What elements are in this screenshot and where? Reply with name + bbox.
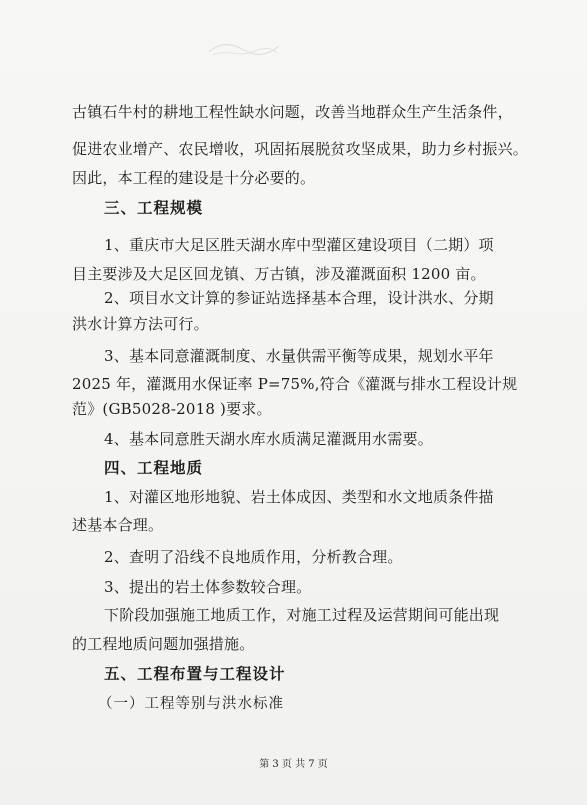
body-line: 促进农业增产、农民增收，巩固拓展脱贫攻坚成果，助力乡村振兴。 (72, 140, 529, 158)
body-line: 2、查明了沿线不良地质作用，分析教合理。 (104, 548, 403, 566)
body-line: 4、基本同意胜天湖水库水质满足灌溉用水需要。 (104, 430, 433, 448)
body-line: 洪水计算方法可行。 (72, 315, 209, 333)
section-heading-layout-design: 五、工程布置与工程设计 (104, 665, 286, 683)
body-line: 范》(GB5028-2018 )要求。 (72, 400, 272, 418)
section-heading-engineering-geology: 四、工程地质 (104, 459, 204, 477)
body-line: 2、项目水文计算的参证站选择基本合理，设计洪水、分期 (104, 289, 494, 307)
body-line: 述基本合理。 (72, 516, 164, 534)
body-line: 的工程地质问题加强措施。 (72, 635, 255, 653)
page-number-footer: 第 3 页 共 7 页 (259, 759, 328, 770)
body-line: 3、基本同意灌溉制度、水量供需平衡等成果，规划水平年 (104, 347, 494, 365)
body-line: 2025 年，灌溉用水保证率 P=75%,符合《灌溉与排水工程设计规 (72, 375, 518, 393)
subsection-heading-grade-flood-standard: （一）工程等别与洪水标准 (98, 696, 284, 712)
body-line: 1、对灌区地形地貌、岩土体成因、类型和水文地质条件描 (104, 488, 494, 506)
body-line: 因此，本工程的建设是十分必要的。 (72, 169, 316, 187)
section-heading-project-scale: 三、工程规模 (104, 199, 204, 217)
body-line: 古镇石牛村的耕地工程性缺水问题，改善当地群众生产生活条件， (72, 103, 513, 121)
faint-stamp-trace (205, 38, 283, 60)
body-line: 下阶段加强施工地质工作，对施工过程及运营期间可能出现 (104, 606, 500, 624)
body-line: 3、提出的岩土体参数较合理。 (104, 578, 312, 596)
body-line: 目主要涉及大足区回龙镇、万古镇，涉及灌溉面积 1200 亩。 (72, 265, 486, 283)
body-line: 1、重庆市大足区胜天湖水库中型灌区建设项目（二期）项 (104, 236, 494, 254)
